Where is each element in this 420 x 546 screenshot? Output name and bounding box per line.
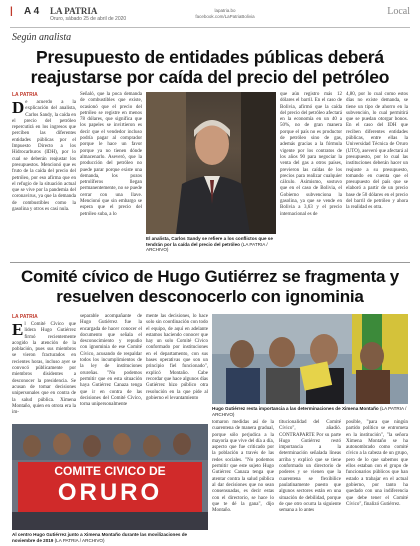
story2-banner-caption-credit: (LA PATRIA / ARCHIVO)	[54, 537, 105, 543]
story2-drop-cap: E	[12, 320, 24, 339]
story2-column-1: El Comité Cívico que lidera Hugo Gutiérrez firmó recientemente acogido la atención de la población, pues sus miembros se vieron fracturados en recientes horas, incluso ayer se convocó públicamente por miembros disidentes a desconocer la presidencia. Se acusan de tomar decisiones unipersonales que en contra de la salud pública. Ximena Montaño, quien en otrora era la im-	[12, 320, 76, 416]
story1-caption-text: El analista, Carlos Sandy se refiere a los conflictos que se tendrán por la caída del precio del petróleo	[146, 236, 273, 247]
story1-photo-analyst	[146, 92, 276, 234]
banner-city: ORURO	[57, 479, 163, 506]
section-name: Local	[387, 6, 410, 17]
story1-column-2b	[80, 164, 142, 258]
story2-byline: LA PATRIA	[12, 314, 38, 320]
page-header	[10, 6, 410, 28]
story1-caption-credit: (LA PATRIA / ARCHIVO)	[146, 241, 268, 253]
analyst-portrait	[146, 92, 276, 234]
story1-caption	[146, 236, 276, 253]
story-divider	[10, 262, 410, 263]
story2-headline: Comité cívico de Hugo Gutiérrez se fragmenta y resuelven desconocerlo con ignominia	[20, 267, 400, 306]
story2-photo-caption-text: Hugo Gutiérrez resta importancia a las determinaciones de Ximena Montaño	[212, 406, 379, 411]
story2-column-6: posible, "para que ningún partido político se entrometa en la institución", "la señora Ximena Montaño se ha autonombrado como comité cívico a la cabeza de un grupo, pero de lo que sabemos que ellos estaban con el grupo de funcionarios públicos que han estado a trabajar en el actual gobierno, por tanto ha quedado con una indiferencia que debe tener el Comité Cívico", finalizó Gutiérrez.	[346, 420, 408, 507]
story2-column-3: mente las decisiones, lo hace solo sin coordinación con todo el equipo, de aquí en adelante estamos haciendo conocer que hay un solo Comité Cívico conformado por instituciones en el departamento, con sus bases operativas que son un principio fiel funcionado", explicó Montaño. Cabe recordar que hace algunos días Gutiérrez hizo público otra resolución en la que pide al gobierno el levantamiento	[146, 314, 208, 401]
story1-column-3: que aún registro más 12 dólares el barril. En el caso de Bolivia, afirmó que la caída del precio del petróleo afectará en la economía en un 40 a 50%, no de gran manera porque el país no es productor de petróleo sino de gas, además gracias a la fórmula vigente por los contratos de los años 90 para negociar la venta del gas a otros países, previeron las caídas de los precios para realizar cualquier cálculo. Asimismo, sostuvo que en el caso de Bolivia, el Gobierno subvenciona la gasolina, ya que se vende en Bolivia a 3,63 y el precio internacional es de	[280, 92, 342, 217]
story2-photo-caption	[212, 406, 408, 417]
banner-title: COMITE CIVICO DE	[54, 464, 166, 478]
crowd-photo	[212, 314, 408, 404]
web-info	[195, 8, 255, 20]
story1-byline: LA PATRIA	[12, 92, 38, 98]
story2-banner-caption-text: Al centro Hugo Gutiérrez junto a Ximena Montaño durante las movilizaciones de noviembre de 2019	[12, 532, 188, 543]
story1-column-4: 4,80, por lo cual como estos días no existe demanda, se tiene un tipo de ahorro en la subvención, lo cual permitirá que se puedan otorgar bonos. En el caso del IDH que reciben diferentes entidades públicas, entre ellas la Universidad Técnica de Oruro (UTO), aseveró que afectará al presupuesto, por lo cual las instituciones deberán hacer un reajuste a su presupuesto, tomando en cuenta que el presupuesto del país que se elaboró a partir de un precio base de 50 dólares en el precio del barril de petróleo y ahora la realidad es otra.	[346, 92, 408, 211]
page-marker: |	[10, 6, 13, 17]
story2-banner-caption	[12, 532, 208, 543]
newspaper-brand: LA PATRIA	[50, 6, 98, 16]
website: lapatria.bo	[214, 8, 236, 13]
issue-date: Oruro, sábado 25 de abril de 2020	[50, 16, 127, 22]
facebook-link: facebook.com/LaPatriaBolivia	[195, 14, 255, 19]
story2-photo-caption-credit: (LA PATRIA / ARCHIVO)	[212, 406, 407, 417]
story2-photo-gutierrez	[212, 314, 408, 404]
story2-column-2: separable acompañante de Hugo Gutiérrez fue la encargada de hacer conocer el documento que señala el desconocimiento y repudio con ignominia de ese Comité Cívico, acusando de respaldar todos los incumplimientos de la ley de instituciones orureñas. "No podemos permitir que en esta situación haya Gutiérrez Canaza tenga que ir en contra de las decisiones del Comité Cívico, torna unipersonalmente	[80, 314, 142, 408]
story2-column-4: tomaron medidas así de la cuarentena de manera gradual, porque sólo perjudica a la mayoría que vive del día a día, aspecto que fue criticado por la población a través de las redes sociales. "No podemos permitir que este sujeto Hugo Gutiérrez Canaza tenga que atentar contra la salud pública al dar decisiones que no sean consensuadas, es decir estas con el directorio, se hace lo que te dé la gana", dijo Montaño.	[212, 420, 274, 514]
story1-kicker: Según analista	[12, 32, 72, 43]
story1-column-1: De acuerdo a la explicación del analista, Carlos Sandy, la caída en el precio del petróleo repercutirá en los ingresos que perciben las diferentes entidades públicas por el Impuesto Directo a los Hidrocarburos (IDH), por lo cual se deberán reajustar los presupuestos. Mencionó que es fruto de la caída del precio del petróleo, por eso afirma que en el refugio de la situación actual que se vive por la pandemia del coronavirus, ya que la demanda de combustibles como la gasolina y otros es casi nula.	[12, 98, 76, 213]
story1-headline: Presupuesto de entidades públicas deberá reajustarse por caída del precio del petróleo	[30, 47, 390, 87]
story2-banner-photo	[12, 424, 208, 530]
story1-column-2: Señaló, que la poca demanda de combustibles que existe, ocasionó que el precio del petróleo se registre en menos 78 dólares, que significa que los papeles se invirtieron es decir que el vendedor incluso podría pagar al comprador porque le hace un favor porque ya no tienen dónde almacenarlo. Aseveró, que la producción del petróleo no puede parar porque existe una demanda, los pozos petrolíferos llegan permanentemente, no se puede cerrar con una llave. Mencionó que sin embargo se espera que el precio del petróleo suba, a lo	[80, 92, 142, 217]
story1-drop-cap: D	[12, 98, 25, 117]
page-number: A 4	[24, 6, 40, 17]
story2-column-5: titucionalidad del Comité Cívico", añadió. CONTRAPARTE Por su parte Hugo Gutiérrez restó importancia a la determinación señalada líneas arriba y explicó que se tiene conformado un directorio de poderes y se vienen que la cuarentena se flexibilice paulatinamente puesto que algunos sectores están en una situación de debilidad, porque de que otro ocurra la siguiente semana a lo antes	[279, 420, 341, 514]
